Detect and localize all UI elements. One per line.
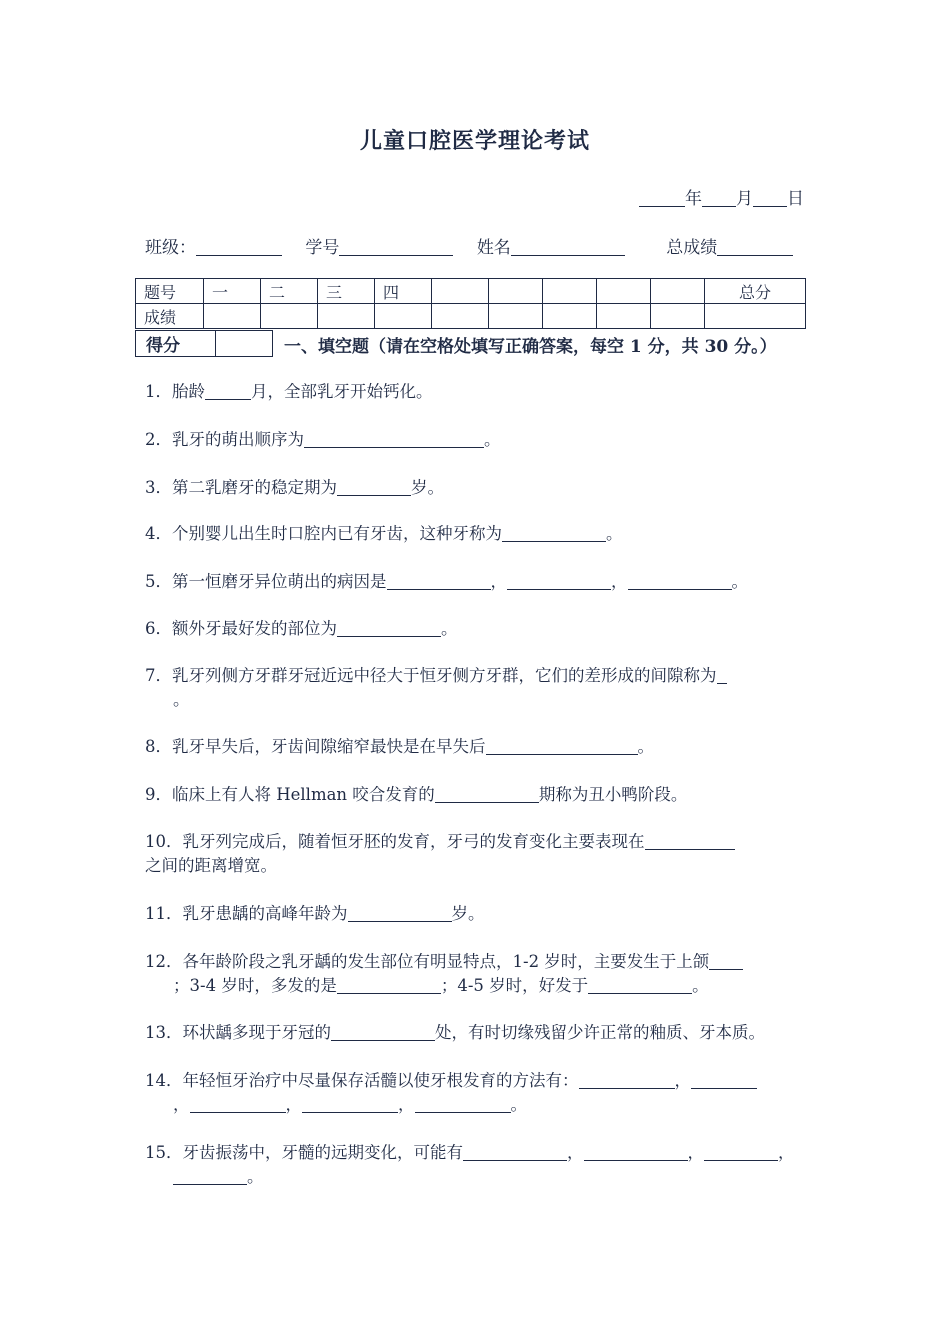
question-text: 岁。	[411, 478, 444, 497]
question-11	[145, 902, 485, 926]
question-text: 3．第二乳磨牙的稳定期为	[145, 478, 337, 497]
answer-blank[interactable]	[331, 1024, 435, 1042]
grade-cell[interactable]	[216, 331, 273, 357]
question-text: ，	[778, 1143, 795, 1162]
question-text: 4．个别婴儿出生时口腔内已有牙齿，这种牙称为	[145, 524, 502, 543]
score-header-cell	[432, 279, 489, 304]
question-13	[145, 1021, 765, 1045]
answer-blank[interactable]	[704, 1144, 778, 1162]
question-text: ，	[611, 572, 628, 591]
student-no-blank[interactable]	[339, 238, 453, 256]
answer-blank[interactable]	[302, 1096, 398, 1114]
question-text: 。	[173, 690, 190, 709]
total-score-label: 总成绩	[666, 238, 718, 258]
question-text: 。	[247, 1167, 264, 1186]
question-text: 15．牙齿振荡中，牙髓的远期变化，可能有	[145, 1143, 463, 1162]
question-text: 月，全部乳牙开始钙化。	[251, 382, 433, 401]
total-score-blank[interactable]	[717, 238, 793, 256]
question-text: 。	[731, 572, 748, 591]
grade-label: 得分	[136, 331, 216, 357]
question-text: ，	[687, 1143, 704, 1162]
answer-blank[interactable]	[435, 786, 539, 804]
score-header-cell: 二	[261, 279, 318, 304]
question-3	[145, 476, 444, 500]
score-table	[135, 278, 806, 329]
score-cell[interactable]	[705, 304, 806, 329]
question-text: 。	[637, 737, 654, 756]
question-text: 8．乳牙早失后，牙齿间隙缩窄最快是在早失后	[145, 737, 486, 756]
answer-blank[interactable]	[387, 573, 491, 591]
question-2	[145, 428, 501, 452]
question-text: ，	[398, 1095, 415, 1114]
question-text: 。	[484, 430, 501, 449]
day-blank[interactable]	[753, 189, 787, 207]
question-text: 14．年轻恒牙治疗中尽量保存活髓以使牙根发育的方法有：	[145, 1071, 579, 1090]
question-text: ，	[567, 1143, 584, 1162]
class-blank[interactable]	[196, 238, 282, 256]
score-header-cell	[597, 279, 651, 304]
month-label: 月	[736, 189, 753, 209]
question-15	[145, 1141, 795, 1189]
question-text: 。	[692, 976, 709, 995]
question-text: ；4-5 岁时，好发于	[440, 976, 589, 995]
question-5	[145, 570, 748, 594]
score-cell[interactable]	[432, 304, 489, 329]
answer-blank[interactable]	[337, 977, 441, 995]
score-row-label: 成绩	[136, 304, 204, 329]
month-blank[interactable]	[702, 189, 736, 207]
student-no-label: 学号	[305, 238, 340, 258]
score-header-row	[136, 279, 806, 304]
date-line	[639, 184, 804, 209]
score-cell[interactable]	[204, 304, 261, 329]
score-cell[interactable]	[375, 304, 432, 329]
question-text: ，	[285, 1095, 302, 1114]
score-header-cell	[651, 279, 705, 304]
section-grade-box	[135, 330, 273, 357]
answer-blank[interactable]	[628, 573, 732, 591]
question-text: 。	[606, 524, 623, 543]
score-header-cell: 一	[204, 279, 261, 304]
name-label: 姓名	[476, 238, 511, 258]
answer-blank[interactable]	[579, 1072, 675, 1090]
question-text: 。	[510, 1095, 527, 1114]
question-text: 期称为丑小鸭阶段。	[538, 785, 688, 804]
answer-blank[interactable]	[691, 1072, 757, 1090]
question-text: 11．乳牙患龋的高峰年龄为	[145, 904, 348, 923]
score-header-cell: 题号	[136, 279, 204, 304]
question-text: ；3-4 岁时，多发的是	[173, 976, 337, 995]
answer-blank[interactable]	[486, 738, 638, 756]
score-cell[interactable]	[318, 304, 375, 329]
question-text: 10．乳牙列完成后，随着恒牙胚的发育，牙弓的发育变化主要表现在	[145, 832, 645, 851]
question-14	[145, 1069, 757, 1117]
score-cell[interactable]	[543, 304, 597, 329]
answer-blank[interactable]	[502, 525, 606, 543]
score-header-cell: 三	[318, 279, 375, 304]
year-blank[interactable]	[639, 189, 685, 207]
answer-blank[interactable]	[645, 833, 735, 851]
question-9	[145, 783, 687, 807]
score-header-cell	[543, 279, 597, 304]
score-header-cell	[489, 279, 543, 304]
answer-blank[interactable]	[588, 977, 692, 995]
question-text: 9．临床上有人将 Hellman 咬合发育的	[145, 785, 435, 804]
answer-blank[interactable]	[205, 383, 251, 401]
answer-blank[interactable]	[507, 573, 611, 591]
question-1	[145, 380, 433, 404]
question-text: 5．第一恒磨牙异位萌出的病因是	[145, 572, 387, 591]
score-cell[interactable]	[651, 304, 705, 329]
answer-blank[interactable]	[584, 1144, 688, 1162]
name-blank[interactable]	[511, 238, 625, 256]
question-8	[145, 735, 654, 759]
question-text: 12．各年龄阶段之乳牙龋的发生部位有明显特点，1-2 岁时，主要发生于上颌	[145, 952, 710, 971]
question-text: 1．胎龄	[145, 382, 205, 401]
answer-blank[interactable]	[463, 1144, 567, 1162]
student-info-line	[145, 233, 811, 258]
question-text: 7．乳牙列侧方牙群牙冠近远中径大于恒牙侧方牙群，它们的差形成的间隙称为	[145, 666, 717, 685]
question-12	[145, 950, 743, 998]
answer-blank[interactable]	[304, 431, 484, 449]
question-text: ，	[490, 572, 507, 591]
class-label: 班级：	[145, 238, 196, 258]
exam-title: 儿童口腔医学理论考试	[359, 128, 590, 154]
question-text: 之间的距离增宽。	[145, 856, 277, 875]
score-value-row	[136, 304, 806, 329]
answer-blank[interactable]	[709, 953, 743, 971]
answer-blank[interactable]	[717, 667, 727, 685]
question-text: 处，有时切缘残留少许正常的釉质、牙本质。	[435, 1023, 765, 1042]
question-10	[145, 830, 825, 878]
day-label: 日	[787, 189, 804, 209]
question-text: 13．环状龋多现于牙冠的	[145, 1023, 331, 1042]
answer-blank[interactable]	[348, 905, 452, 923]
question-4	[145, 522, 623, 546]
answer-blank[interactable]	[415, 1096, 511, 1114]
question-text: 6．额外牙最好发的部位为	[145, 619, 337, 638]
answer-blank[interactable]	[337, 620, 441, 638]
question-text: 岁。	[451, 904, 485, 923]
score-header-cell: 总分	[705, 279, 806, 304]
question-text: 。	[441, 619, 458, 638]
question-7	[145, 664, 727, 712]
score-cell[interactable]	[489, 304, 543, 329]
answer-blank[interactable]	[337, 479, 411, 497]
score-header-cell: 四	[375, 279, 432, 304]
answer-blank[interactable]	[173, 1168, 247, 1186]
question-text: 2．乳牙的萌出顺序为	[145, 430, 304, 449]
answer-blank[interactable]	[190, 1096, 286, 1114]
section-title: 一、填空题（请在空格处填写正确答案，每空 1 分，共 30 分。）	[284, 337, 777, 357]
score-cell[interactable]	[261, 304, 318, 329]
question-6	[145, 617, 458, 641]
question-text: ，	[674, 1071, 691, 1090]
question-text: ，	[173, 1095, 190, 1114]
score-cell[interactable]	[597, 304, 651, 329]
year-label: 年	[685, 189, 702, 209]
